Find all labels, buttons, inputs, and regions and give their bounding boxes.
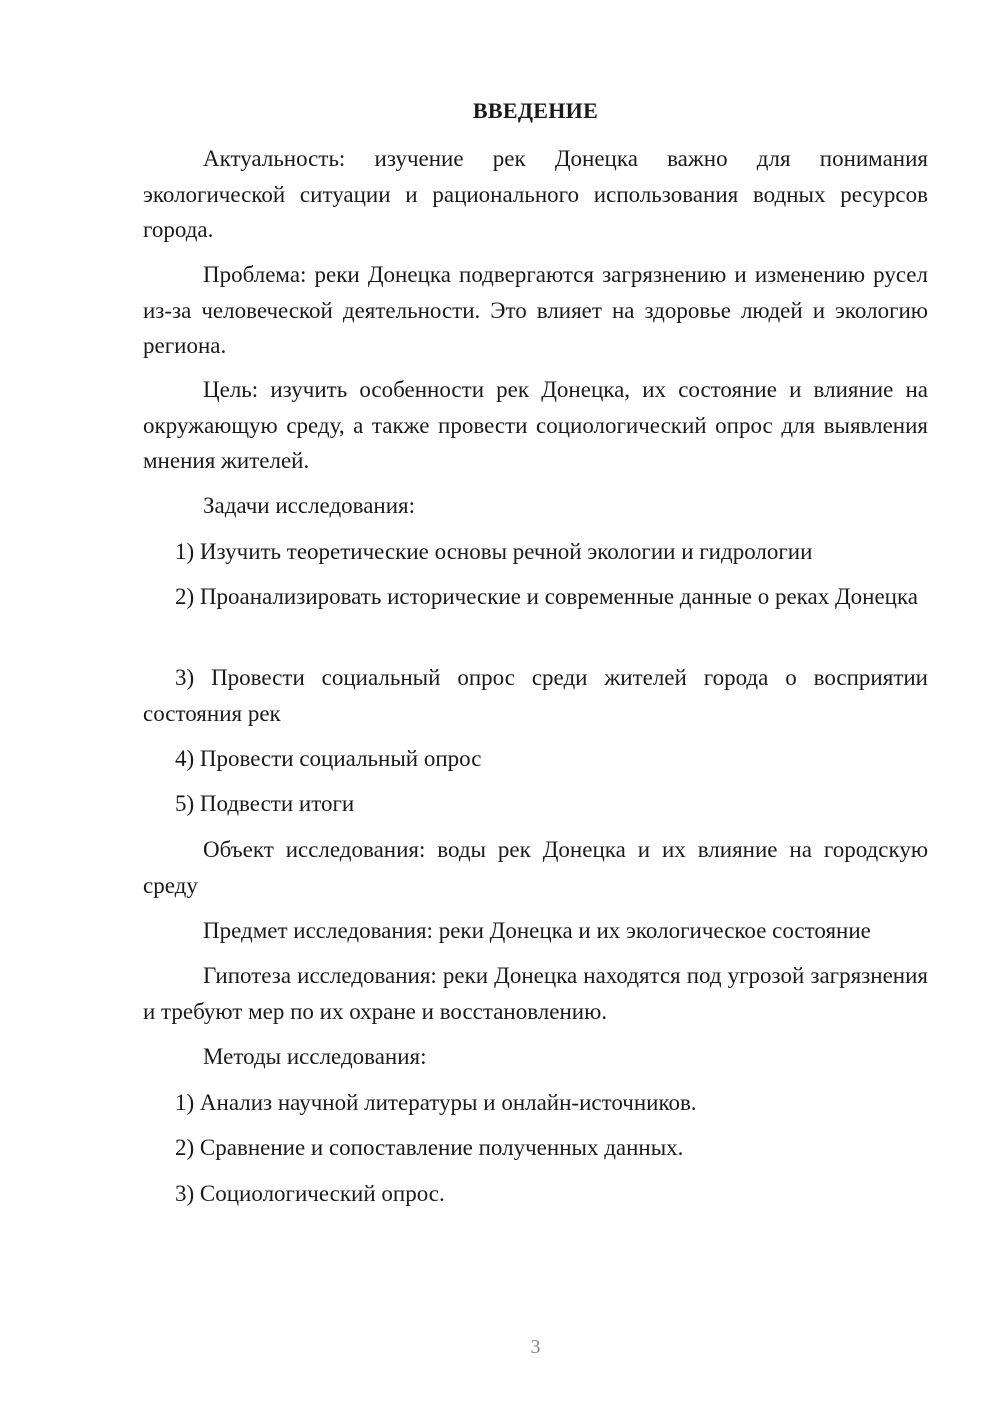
task-item-5: 5) Подвести итоги — [175, 791, 355, 816]
problem-paragraph: Проблема: реки Донецка подвергаются загрязнению и изменению русел из-за человеческой деятельности. Это влияет на здоровье людей и экологию региона. — [143, 262, 928, 358]
method-item-1: 1) Анализ научной литературы и онлайн-источников. — [175, 1090, 697, 1115]
document-page — [143, 0, 928, 1414]
tasks-heading: Задачи исследования: — [203, 493, 416, 518]
method-item-3: 3) Социологический опрос. — [175, 1181, 445, 1206]
goal-paragraph: Цель: изучить особенности рек Донецка, их состояние и влияние на окружающую среду, а также провести социологический опрос для выявления мнения жителей. — [143, 377, 928, 473]
task-item-1: 1) Изучить теоретические основы речной экологии и гидрологии — [175, 539, 813, 564]
methods-heading: Методы исследования: — [203, 1044, 427, 1069]
page-title: ВВЕДЕНИЕ — [472, 98, 599, 123]
task-item-2: 2) Проанализировать исторические и современные данные о реках Донецка — [175, 584, 919, 609]
object-paragraph: Объект исследования: воды рек Донецка и их влияние на городскую среду — [143, 837, 928, 898]
subject-paragraph: Предмет исследования: реки Донецка и их экологическое состояние — [203, 918, 871, 943]
page-number: 3 — [530, 1336, 541, 1358]
task-item-4: 4) Провести социальный опрос — [175, 746, 482, 771]
method-item-2: 2) Сравнение и сопоставление полученных данных. — [175, 1135, 684, 1160]
task-item-3: 3) Провести социальный опрос среди жителей города о восприятии состояния рек — [143, 665, 928, 726]
relevance-paragraph: Актуальность: изучение рек Донецка важно для понимания экологической ситуации и рационального использования водных ресурсов города. — [143, 146, 928, 242]
hypothesis-paragraph: Гипотеза исследования: реки Донецка находятся под угрозой загрязнения и требуют мер по их охране и восстановлению. — [143, 963, 928, 1024]
